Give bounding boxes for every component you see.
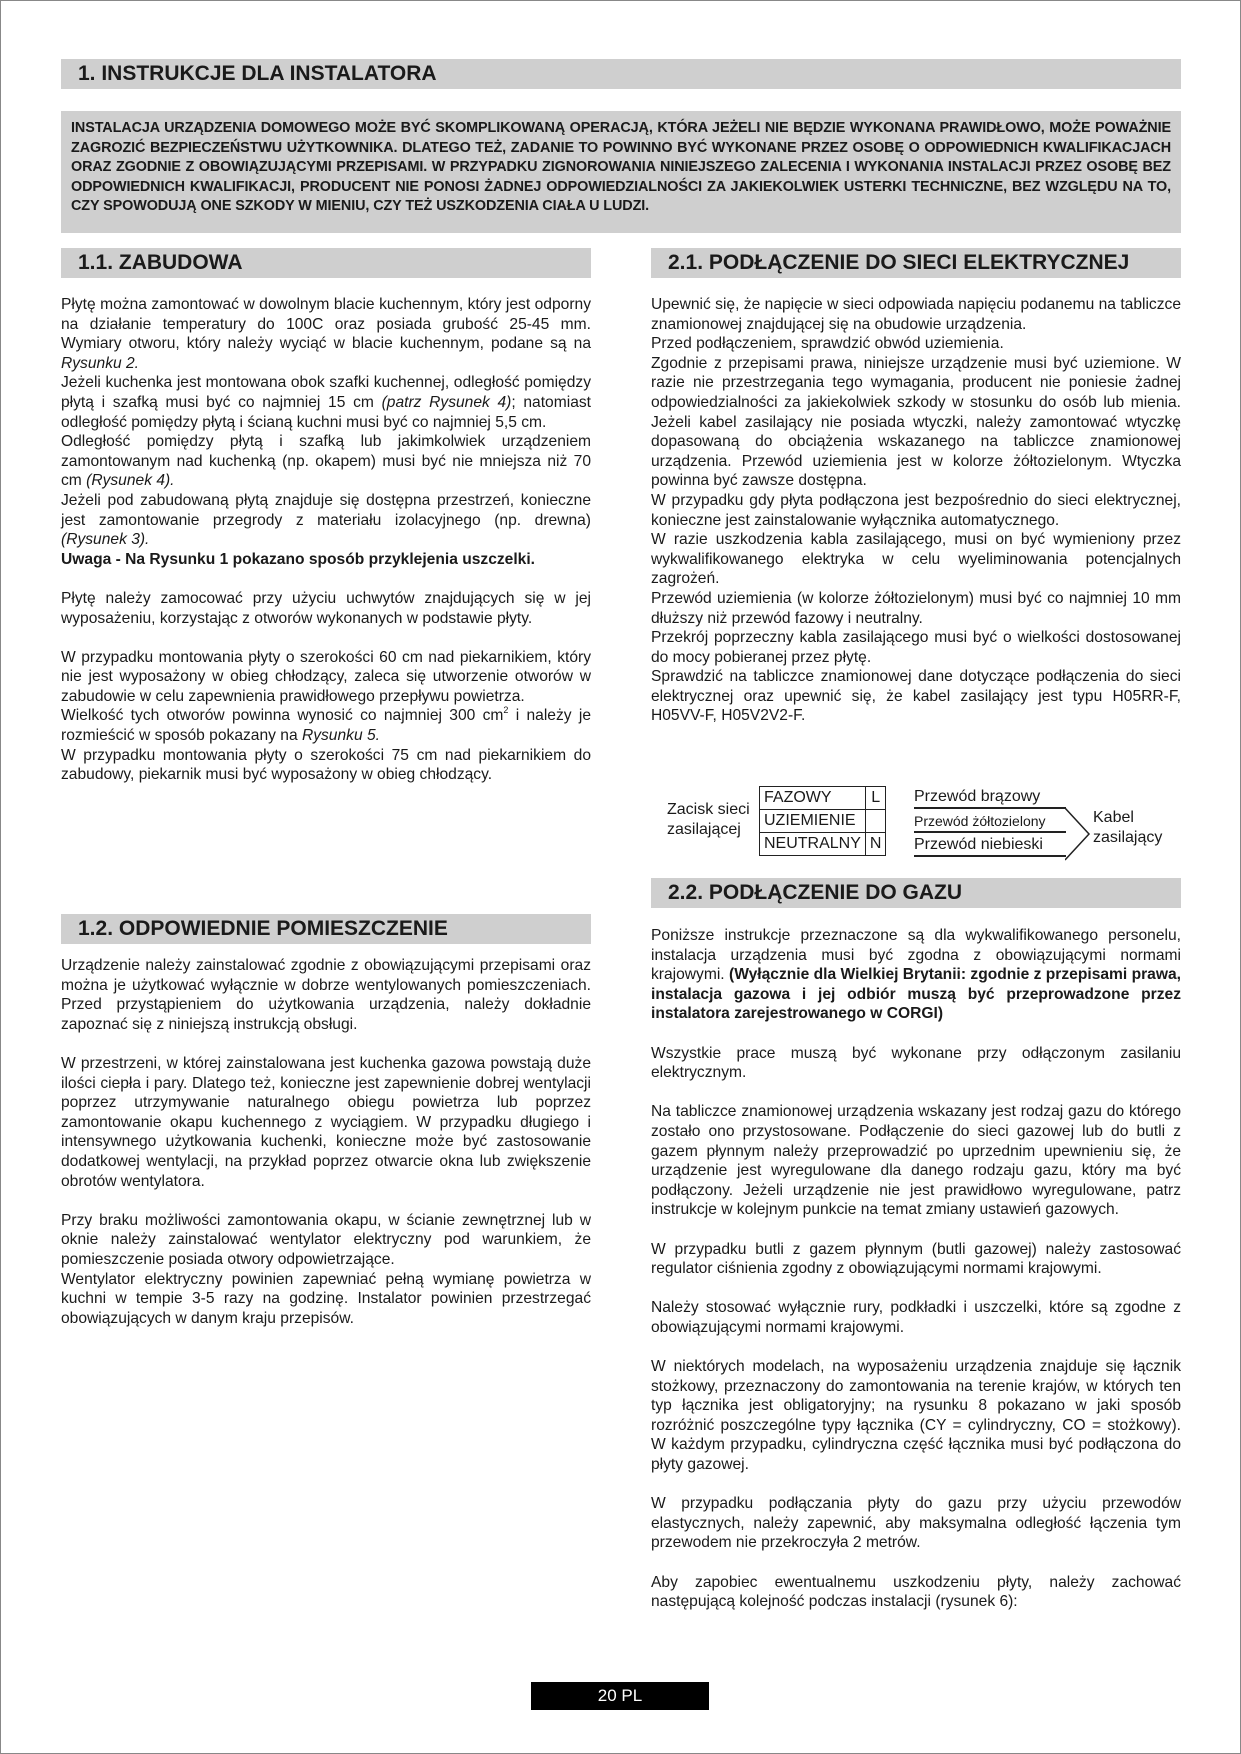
text: Kabel <box>1093 809 1134 826</box>
paragraph: Urządzenie należy zainstalować zgodnie z obowiązującymi przepisami oraz można je użytkować wyłącznie w dobrze wentylowanych pomieszczeniach. Przed przystąpieniem do użytkowania urządzenia, należy dokładnie zapoznać się z niniejszą instrukcją obsługi. <box>61 957 591 1033</box>
text: Zacisk sieci <box>667 801 750 818</box>
text: i należy je rozmieścić w sposób pokazany na <box>61 707 591 745</box>
figure-ref: Rysunku 2. <box>61 354 140 372</box>
terminal-code: N <box>865 833 886 856</box>
page-number: 20 PL <box>531 1682 709 1710</box>
paragraph: Należy stosować wyłącznie rury, podkładki i uszczelki, które są zgodne z obowiązującymi normami krajowymi. <box>651 1299 1181 1336</box>
paragraph: Sprawdzić na tabliczce znamionowej dane dotyczące podłączenia do sieci elektrycznej oraz upewnić się, że kabel zasilający jest typu H05RR-F, H05VV-F, H05V2V2-F. <box>651 668 1181 725</box>
text: Wielkość tych otworów powinna wynosić co najmniej 300 cm <box>61 707 504 725</box>
section-1-1-body <box>61 295 591 785</box>
paragraph: Płytę należy zamocować przy użyciu uchwytów znajdujących się w jej wyposażeniu, korzystając z otworów wykonanych w podstawie płyty. <box>61 589 591 627</box>
paragraph: Wszystkie prace muszą być wykonane przy odłączonym zasilaniu elektrycznym. <box>651 1044 1181 1082</box>
section-2-2-heading: 2.2. PODŁĄCZENIE DO GAZU <box>651 878 1181 908</box>
text: Jeżeli kuchenka jest montowana obok szafki kuchennej, odległość pomiędzy płytą i szafką musi być co najmniej 15 cm <box>61 374 591 411</box>
paragraph <box>61 432 591 491</box>
paragraph <box>61 706 591 745</box>
paragraph: W razie uszkodzenia kabla zasilającego, musi on być wymieniony przez wykwalifikowanego elektryka w celu wyeliminowania potencjalnych zagrożeń. <box>651 531 1181 588</box>
paragraph: Przy braku możliwości zamontowania okapu, w ścianie zewnętrznej lub w oknie należy zainstalować wentylator elektryczny pod warunkiem, że pomieszczenie posiada otwory odpowietrzające. <box>61 1211 591 1268</box>
paragraph: W przestrzeni, w której zainstalowana jest kuchenka gazowa powstają duże ilości ciepła i pary. Dlatego też, konieczne jest zapewnienie dobrej wentylacji poprzez utrzymywanie naturalnego obiegu powietrza lub poprzez zamontowanie okapu kuchennego z wyciągiem. W przypadku długiego i intensywnego użytkowania kuchenki, konieczne może być zastosowanie dodatkowej wentylacji, na przykład poprzez otwarcie okna lub zwiększenie obrotów wentylatora. <box>61 1054 591 1190</box>
installer-warning: INSTALACJA URZĄDZENIA DOMOWEGO MOŻE BYĆ SKOMPLIKOWANĄ OPERACJĄ, KTÓRA JEŻELI NIE BĘDZIE WYKONANA PRAWIDŁOWO, MOŻE POWAŻNIE ZAGROZIĆ BEZPIECZEŃSTWU UŻYTKOWNIKA. DLATEGO TEŻ, ZADANIE TO POWINNO BYĆ WYKONANE PRZEZ OSOBĘ O ODPOWIEDNICH KWALIFIKACJACH ORAZ ZGODNIE Z OBOWIĄZUJĄCYMI PRZEPISAMI. W PRZYPADKU ZIGNOROWANIA NINIEJSZEGO ZALECENIA I WYKONANIA INSTALACJI PRZEZ OSOBĘ BEZ ODPOWIEDNICH KWALIFIKACJI, PRODUCENT NIE PONOSI ŻADNEJ ODPOWIEDZIALNOŚCI ZA JAKIEKOLWIEK USTERKI TECHNICZNE, BEZ WZGLĘDU NA TO, CZY SPOWODUJĄ ONE SZKODY W MIENIU, CZY TEŻ USZKODZENIA CIAŁA U LUDZI. <box>61 111 1181 233</box>
figure-ref: (patrz Rysunek 4) <box>381 393 512 411</box>
text: Płytę można zamontować w dowolnym blacie kuchennym, który jest odporny na działanie temperatury do 100C oraz posiada grubość 25-45 mm. Wymiary otworu, który należy wyciąć w blacie kuchennym, podane są na <box>61 296 591 353</box>
figure-ref: (Rysunek 4). <box>86 472 175 490</box>
wire-label: Przewód brązowy <box>914 786 1066 809</box>
paragraph: W przypadku montowania płyty o szerokości 60 cm nad piekarnikiem, który nie jest wyposażony w obieg chłodzący, zaleca się utworzenie otworów w zabudowie w celu zapewnienia prawidłowego przepływu powietrza. <box>61 648 591 705</box>
paragraph <box>651 926 1181 1024</box>
section-1-2-body <box>61 956 591 1328</box>
paragraph <box>61 491 591 550</box>
table-row <box>760 810 886 833</box>
terminal-name: UZIEMIENIE <box>760 810 866 833</box>
wire-label: Przewód niebieski <box>914 834 1066 857</box>
paragraph: W przypadku montowania płyty o szerokości 75 cm nad piekarnikiem do zabudowy, piekarnik musi być wyposażony w obieg chłodzący. <box>61 746 591 784</box>
section-2-2-body <box>651 926 1181 1612</box>
section-1-2-heading: 1.2. ODPOWIEDNIE POMIESZCZENIE <box>61 914 591 944</box>
terminal-name: FAZOWY <box>760 787 866 810</box>
text: zasilający <box>1093 829 1163 846</box>
table-row <box>760 833 886 856</box>
terminal-label <box>667 800 750 840</box>
section-2-1-heading: 2.1. PODŁĄCZENIE DO SIECI ELEKTRYCZNEJ <box>651 248 1181 278</box>
paragraph: Przewód uziemienia (w kolorze żółtozielonym) musi być co najmniej 10 mm dłuższy niż przewód fazowy i neutralny. <box>651 589 1181 627</box>
paragraph: Przekrój poprzeczny kabla zasilającego musi być o wielkości dostosowanej do mocy pobieranej przez płytę. <box>651 629 1181 666</box>
paragraph: Aby zapobiec ewentualnemu uszkodzeniu płyty, należy zachować następującą kolejność podczas instalacji (rysunek 6): <box>651 1573 1181 1611</box>
paragraph: Zgodnie z przepisami prawa, niniejsze urządzenie musi być uziemione. W razie nie przestrzegania tego wymagania, producent nie poniesie żadnej odpowiedzialności za jakiekolwiek szkody w stosunku do osób lub mienia. Jeżeli kabel zasilający nie posiada wtyczki, należy zamontować wtyczkę dopasowaną do obciążenia wskazanego na tabliczce znamionowej urządzenia. Przewód uziemienia jest w kolorze żółtozielonym. Wtyczka powinna być zawsze dostępna. <box>651 354 1181 490</box>
note <box>61 550 591 570</box>
text: Uwaga - Na Rysunku 1 pokazano sposób przyklejenia uszczelki. <box>61 550 536 568</box>
paragraph: Na tabliczce znamionowej urządzenia wskazany jest rodzaj gazu do którego zostało ono przystosowane. Podłączenie do sieci gazowej lub do butli z gazem płynnym należy przeprowadzić po uprzednim upewnieniu się, że urządzenie jest wyregulowane dla danego rodzaju gazu, który ma być podłączony. Jeżeli urządzenie nie jest prawidłowo wyregulowane, patrz instrukcje w kolejnym punkcie na temat zmiany ustawień gazowych. <box>651 1103 1181 1219</box>
text: zasilającej <box>667 821 741 838</box>
section-2-1-body <box>651 295 1181 726</box>
paragraph: W przypadku podłączania płyty do gazu przy użyciu przewodów elastycznych, należy zapewnić, aby maksymalna odległość łączenia tym przewodem nie przekroczyła 2 metrów. <box>651 1495 1181 1552</box>
text: Poniższe instrukcje przeznaczone są dla wykwalifikowanego personelu, instalacja urządzenia musi być zgodna z obowiązującymi normami krajowymi. <box>651 927 1181 984</box>
paragraph: Upewnić się, że napięcie w sieci odpowiada napięciu podanemu na tabliczce znamionowej znajdującej się na obudowie urządzenia. <box>651 296 1181 333</box>
terminal-code: L <box>865 787 886 810</box>
text: Jeżeli pod zabudowaną płytą znajduje się dostępna przestrzeń, konieczne jest zamontowanie przegrody z materiału izolacyjnego (np. drewna) <box>61 491 591 529</box>
figure-ref: (Rysunek 3). <box>61 531 150 549</box>
terminal-code <box>865 810 886 833</box>
terminal-name: NEUTRALNY <box>760 833 866 856</box>
uk-note: (Wyłącznie dla Wielkiej Brytanii: zgodnie z przepisami prawa, instalacja gazowa i jej odbiór muszą być przeprowadzone przez instalatora zarejestrowanego w CORGI) <box>651 966 1181 1023</box>
paragraph: Przed podłączeniem, sprawdzić obwód uziemienia. <box>651 335 1004 353</box>
paragraph <box>61 373 591 432</box>
text: Odległość pomiędzy płytą i szafką lub jakimkolwiek urządzeniem zamontowanym nad kuchenką (np. okapem) musi być nie mniejsza niż 70 cm <box>61 433 591 490</box>
section-1-heading: 1. INSTRUKCJE DLA INSTALATORA <box>61 59 1181 89</box>
text: ; natomiast odległość pomiędzy płytą i ścianą kuchni musi być co najmniej 5,5 cm. <box>61 393 591 431</box>
paragraph: Wentylator elektryczny powinien zapewniać pełną wymianę powietrza w kuchni w tempie 3-5 razy na godzinę. Instalator powinien przestrzegać obowiązujących w danym kraju przepisów. <box>61 1270 591 1327</box>
paragraph: W przypadku butli z gazem płynnym (butli gazowej) należy zastosować regulator ciśnienia zgodny z obowiązującymi normami krajowymi. <box>651 1240 1181 1278</box>
paragraph: W niektórych modelach, na wyposażeniu urządzenia znajduje się łącznik stożkowy, przeznaczony do zamontowania na terenie krajów, w których ten typ łącznika jest obligatoryjny; na rysunku 8 pokazano w jaki sposób rozróżnić poszczególne typy łącznika (CY = cylindryczny, CO = stożkowy). W każdym przypadku, cylindryczna część łącznika musi być podłączona do płyty gazowej. <box>651 1358 1181 1474</box>
paragraph <box>61 295 591 373</box>
wire-label: Przewód żółtozielony <box>914 810 1066 833</box>
table-row <box>760 787 886 810</box>
paragraph: W przypadku gdy płyta podłączona jest bezpośrednio do sieci elektrycznej, konieczne jest zainstalowanie wyłącznika automatycznego. <box>651 491 1181 529</box>
superscript: 2 <box>503 705 509 716</box>
section-1-1-heading: 1.1. ZABUDOWA <box>61 248 591 278</box>
figure-ref: Rysunku 5. <box>301 727 380 745</box>
cable-label <box>1093 808 1162 848</box>
wiring-table <box>759 786 886 856</box>
